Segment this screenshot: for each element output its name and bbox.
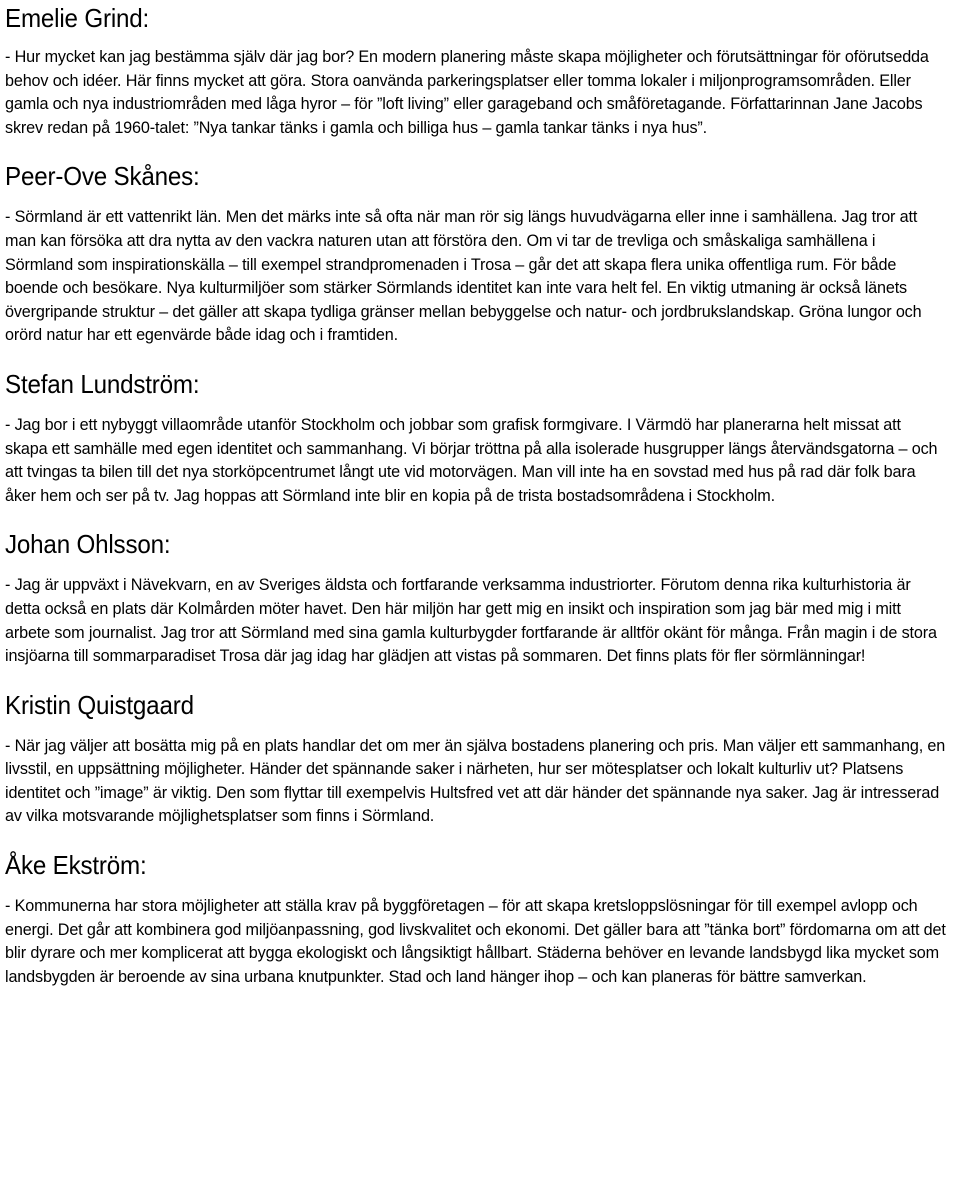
speaker-statement: - Kommunerna har stora möjligheter att ställa krav på byggföretagen – för att skapa kretsloppslösningar för till exempel avlopp och energi. Det går att kombinera god miljöanpassning, god livskvalitet och ekonomi. Det gäller bara att ”tänka bort” fördomarna om att det blir dyrare och mer komplicerat att bygga ekologiskt och långsiktigt hållbart. Städerna behöver en levande landsbygd lika mycket som landsbygden är beroende av sina urbana knutpunkter. Stad och land hänger ihop – och kan planeras för bättre samverkan. xyxy=(5,897,946,986)
speaker-statement: - Hur mycket kan jag bestämma själv där jag bor? En modern planering måste skapa möjligheter och förutsättningar för oförutsedda behov och idéer. Här finns mycket att göra. Stora oanvända parkeringsplatser eller tomma lokaler i miljonprogramsområden. Eller gamla och nya industriområden med låga hyror – för ”loft living” eller garageband och småföretagande. Författarinnan Jane Jacobs skrev redan på 1960-talet: ”Nya tankar tänks i gamla och billiga hus – gamla tankar tänks i nya hus”. xyxy=(5,48,929,137)
speaker-name: Emelie Grind: xyxy=(5,3,150,33)
speaker-name: Peer-Ove Skånes: xyxy=(5,161,200,192)
speaker-name: Johan Ohlsson: xyxy=(5,529,171,560)
speaker-statement: - Jag är uppväxt i Nävekvarn, en av Sveriges äldsta och fortfarande verksamma industriorter. Förutom denna rika kulturhistoria är detta också en plats där Kolmården möter havet. Den här miljön har gett mig en insikt och inspiration som jag bär med mig i mitt arbete som journalist. Jag tror att Sörmland med sina gamla kulturbygder fortfarande är alltför okänt för många. Från magin i de stora insjöarna till sommarparadiset Trosa där jag idag har glädjen att vistas på sommaren. Det finns plats för fler sörmlänningar! xyxy=(5,576,937,666)
statement-emelie-grind xyxy=(5,2,946,140)
statement-stefan-lundstrom xyxy=(5,368,946,508)
speaker-name: Stefan Lundström: xyxy=(5,368,200,399)
speaker-statement: - Jag bor i ett nybyggt villaområde utanför Stockholm och jobbar som grafisk formgivare. I Värmdö har planerarna helt missat att skapa ett samhälle med egen identitet och sammanhang. Vi börjar tröttna på alla isolerade husgrupper längs återvändsgatorna – och att tvingas ta bilen till det nya storköpcentrumet långt ute vid motorvägen. Man vill inte ha en sovstad med hus på rad där folk bara åker hem och ser på tv. Jag hoppas att Sörmland inte blir en kopia på de trista bostadsområdena i Stockholm. xyxy=(5,415,938,505)
statement-kristin-quistgaard xyxy=(5,689,946,829)
statement-ake-ekstrom xyxy=(5,849,946,989)
speaker-name: Kristin Quistgaard xyxy=(5,689,194,720)
statement-johan-ohlsson xyxy=(5,528,946,668)
speaker-name: Åke Ekström: xyxy=(5,850,147,881)
speaker-statement: - Sörmland är ett vattenrikt län. Men det märks inte så ofta när man rör sig längs huvudvägarna eller inne i samhällena. Jag tror att man kan försöka att dra nytta av den vackra naturen utan att förstöra den. Om vi tar de trevliga och småskaliga samhällena i Sörmland som inspirationskälla – till exempel strandpromenaden i Trosa – går det att skapa flera unika offentliga rum. För både boende och besökare. Nya kulturmiljöer som stärker Sörmlands identitet kan inte vara helt fel. En viktig utmaning är också länets övergripande struktur – det gäller att skapa tydliga gränser mellan bebyggelse och natur- och jordbrukslandskap. Gröna lungor och orörd natur har ett egenvärde både idag och i framtiden. xyxy=(5,208,922,345)
statement-peer-ove-skanes xyxy=(5,160,946,348)
speaker-statement: - När jag väljer att bosätta mig på en plats handlar det om mer än själva bostadens planering och pris. Man väljer ett sammanhang, en livsstil, en uppsättning möjligheter. Händer det spännande saker i närheten, hur ser mötesplatser och lokalt kulturliv ut? Platsens identitet och ”image” är viktig. Den som flyttar till exempelvis Hultsfred vet att där händer det spännande nya saker. Jag är intresserad av vilka motsvarande möjlighetsplatser som finns i Sörmland. xyxy=(5,736,946,826)
